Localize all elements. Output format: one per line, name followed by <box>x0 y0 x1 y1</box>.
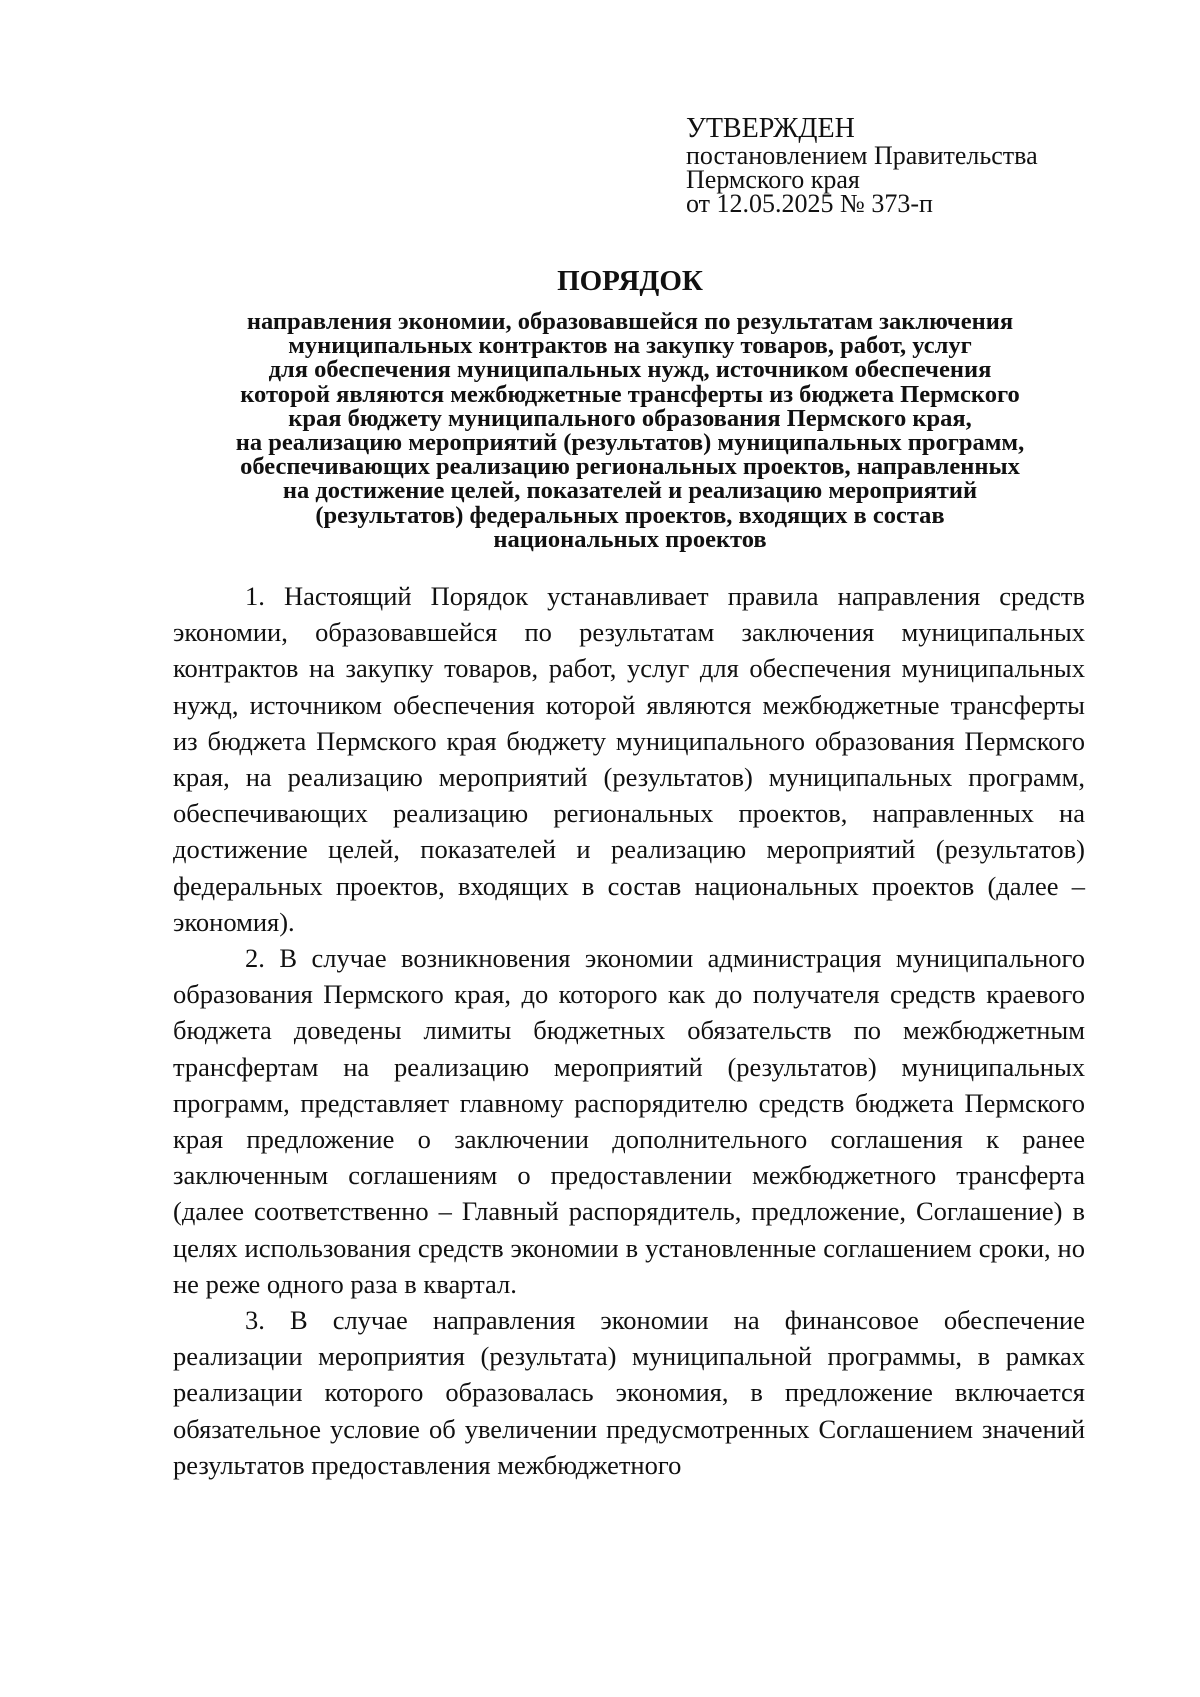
document-title: ПОРЯДОК <box>557 265 703 297</box>
subtitle-line: края бюджету муниципального образования Пермского края, <box>288 404 972 432</box>
subtitle-line: которой являются межбюджетные трансферты из бюджета Пермского <box>240 380 1020 408</box>
approval-stamp <box>686 114 1126 216</box>
approval-status: УТВЕРЖДЕН <box>686 113 855 144</box>
subtitle-line: (результатов) федеральных проектов, входящих в состав <box>315 501 945 529</box>
document-body <box>173 578 1085 1483</box>
subtitle-line: направления экономии, образовавшейся по результатам заключения <box>246 308 1014 335</box>
approval-line-1: постановлением Правительства <box>686 141 1038 170</box>
paragraph-3: 3. В случае направления экономии на финансовое обеспечение реализации мероприятия (результата) муниципальной программы, в рамках реализации которого образовалась экономия, в предложение включается обязательное условие об увеличении предусмотренных Соглашением значений результатов предоставления межбюджетного <box>173 1305 1085 1480</box>
title-block <box>150 264 1110 552</box>
subtitle-line: муниципальных контрактов на закупку товаров, работ, услуг <box>288 332 972 360</box>
paragraph-1: 1. Настоящий Порядок устанавливает правила направления средств экономии, образовавшейся по результатам заключения муниципальных контрактов на закупку товаров, работ, услуг для обеспечения муниципальных нужд, источником обеспечения которой являются межбюджетные трансферты из бюджета Пермского края бюджету муниципального образования Пермского края, на реализацию мероприятий (результатов) муниципальных программ, обеспечивающих реализацию региональных проектов, направленных на достижение целей, показателей и реализацию мероприятий (результатов) федеральных проектов, входящих в состав национальных проектов (далее – экономия). <box>173 581 1085 937</box>
paragraph-2: 2. В случае возникновения экономии администрация муниципального образования Пермского края, до которого как до получателя средств краевого бюджета доведены лимиты бюджетных обязательств по межбюджетным трансфертам на реализацию мероприятий (результатов) муниципальных программ, представляет главному распорядителю средств бюджета Пермского края предложение о заключении дополнительного соглашения к ранее заключенным соглашениям о предоставлении межбюджетного трансферта (далее соответственно – Главный распорядитель, предложение, Соглашение) в целях использования средств экономии в установленные соглашением сроки, но не реже одного раза в квартал. <box>173 943 1085 1299</box>
subtitle-line: на реализацию мероприятий (результатов) муниципальных программ, <box>235 429 1025 457</box>
subtitle-line: национальных проектов <box>493 525 767 553</box>
subtitle-line: на достижение целей, показателей и реализацию мероприятий <box>282 477 978 505</box>
approval-line-2: Пермского края <box>686 165 860 194</box>
subtitle-line: обеспечивающих реализацию региональных проектов, направленных <box>240 453 1020 481</box>
document-subtitle <box>150 310 1110 552</box>
subtitle-line: для обеспечения муниципальных нужд, источником обеспечения <box>268 356 992 384</box>
approval-line-3: от 12.05.2025 № 373-п <box>686 189 933 218</box>
